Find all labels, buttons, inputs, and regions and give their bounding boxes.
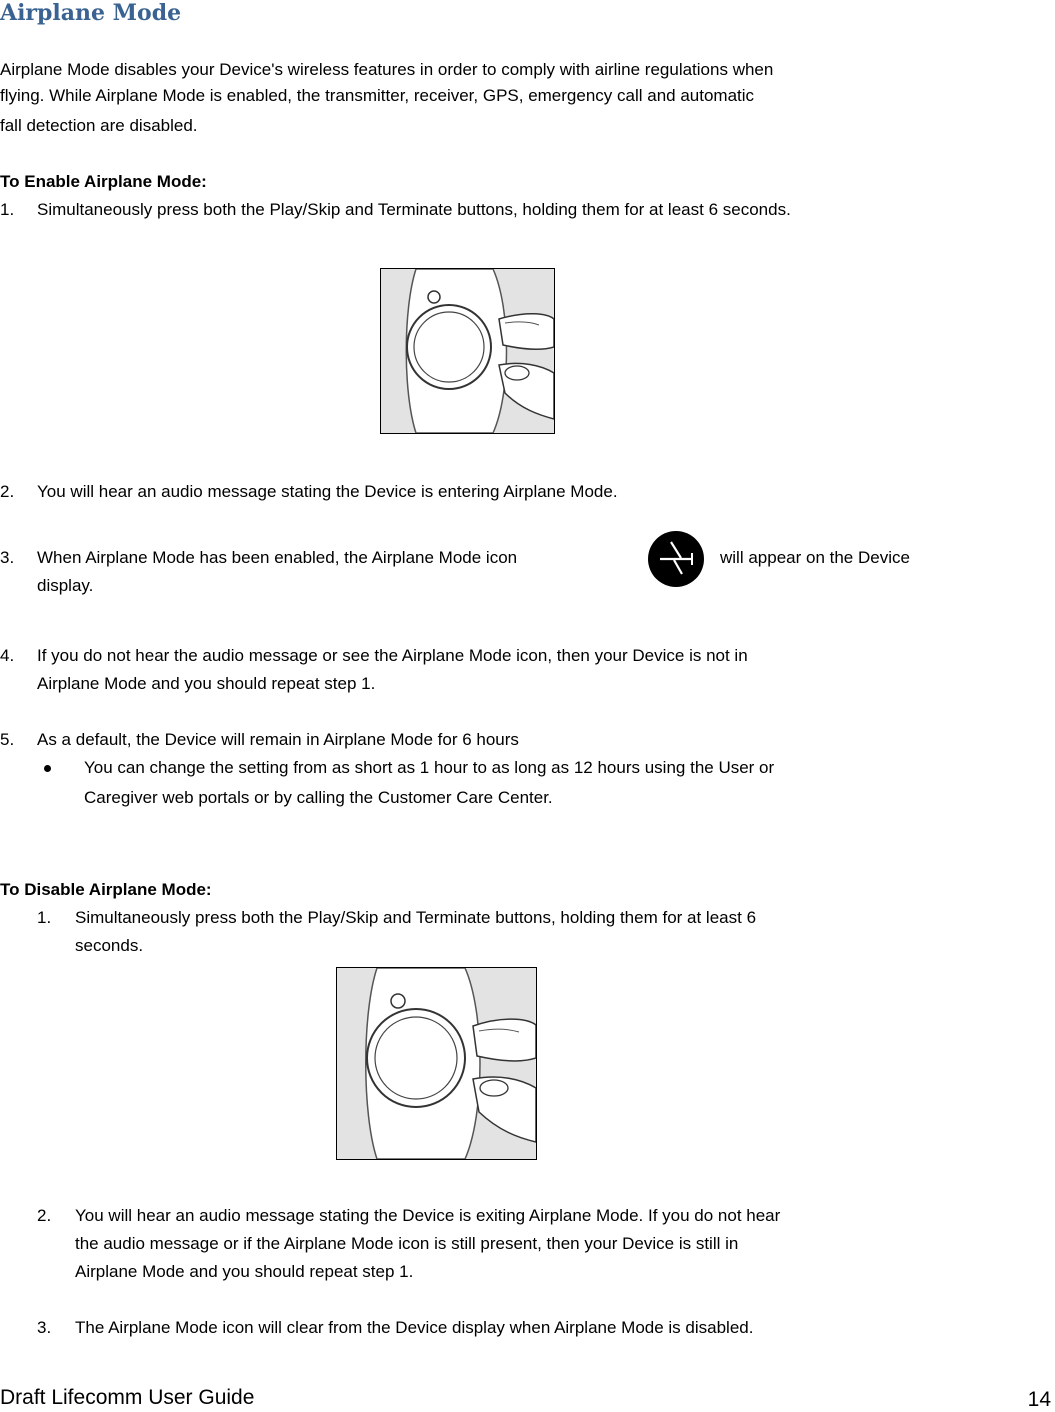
page-title: Airplane Mode [0, 0, 182, 26]
step-number: 3. [37, 1318, 52, 1337]
device-press-drawing [337, 968, 536, 1159]
enable-step-3-text: display. [37, 576, 94, 595]
intro-line: flying. While Airplane Mode is enabled, the transmitter, receiver, GPS, emergency call and automatic [0, 86, 755, 105]
bullet-icon [44, 765, 51, 772]
device-press-drawing [381, 269, 554, 433]
disable-step-1-text: Simultaneously press both the Play/Skip and Terminate buttons, holding them for at least 6 [75, 908, 757, 927]
enable-step-4-text: If you do not hear the audio message or see the Airplane Mode icon, then your Device is not in [37, 646, 748, 665]
step-number: 1. [0, 200, 15, 219]
bullet-text: Caregiver web portals or by calling the Customer Care Center. [84, 788, 553, 807]
airplane-mode-icon [648, 531, 704, 587]
step-number: 1. [37, 908, 52, 927]
enable-step-4-text: Airplane Mode and you should repeat step 1. [37, 674, 376, 693]
enable-heading: To Enable Airplane Mode: [0, 172, 207, 191]
disable-step-1-text: seconds. [75, 936, 144, 955]
step-number: 3. [0, 548, 15, 567]
enable-step-5-text: As a default, the Device will remain in Airplane Mode for 6 hours [37, 730, 519, 749]
disable-step-2-text: the audio message or if the Airplane Mode icon is still present, then your Device is still in [75, 1234, 739, 1253]
device-press-illustration [380, 268, 555, 434]
step-number: 2. [37, 1206, 52, 1225]
step-number: 2. [0, 482, 15, 501]
page-number: 14 [1027, 1388, 1051, 1411]
bullet-text: You can change the setting from as short as 1 hour to as long as 12 hours using the User or [84, 758, 775, 777]
step-number: 5. [0, 730, 15, 749]
enable-step-3-text: will appear on the Device [720, 548, 910, 567]
step-number: 4. [0, 646, 15, 665]
footer-doc-title: Draft Lifecomm User Guide [0, 1386, 255, 1409]
disable-heading: To Disable Airplane Mode: [0, 880, 212, 899]
enable-step-1-text: Simultaneously press both the Play/Skip and Terminate buttons, holding them for at least 6 seconds. [37, 200, 791, 219]
intro-line: fall detection are disabled. [0, 116, 198, 135]
disable-step-2-text: Airplane Mode and you should repeat step 1. [75, 1262, 414, 1281]
enable-step-3-text: When Airplane Mode has been enabled, the Airplane Mode icon [37, 548, 518, 567]
disable-step-2-text: You will hear an audio message stating the Device is exiting Airplane Mode. If you do not hear [75, 1206, 781, 1225]
enable-step-2-text: You will hear an audio message stating the Device is entering Airplane Mode. [37, 482, 618, 501]
disable-step-3-text: The Airplane Mode icon will clear from the Device display when Airplane Mode is disabled. [75, 1318, 754, 1337]
device-press-illustration [336, 967, 537, 1160]
intro-line: Airplane Mode disables your Device's wireless features in order to comply with airline regulations when [0, 60, 774, 79]
